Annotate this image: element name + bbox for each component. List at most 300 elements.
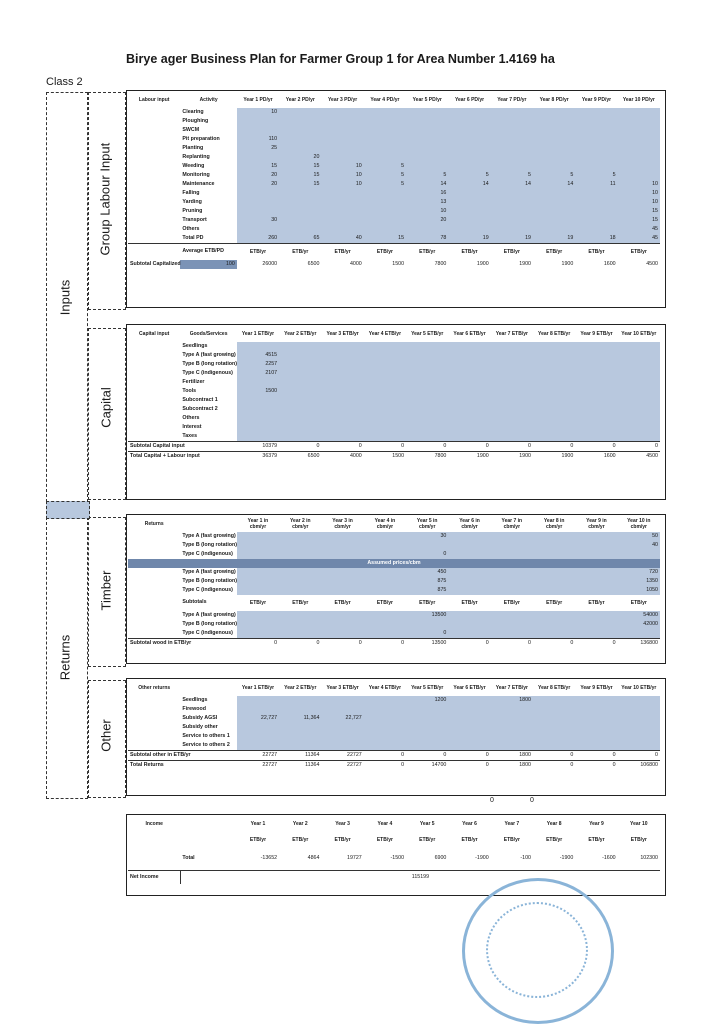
table-row [128, 732, 660, 741]
value-cell: 22,727 [237, 714, 279, 723]
value-cell [448, 135, 490, 144]
value-cell: 54000 [618, 611, 660, 620]
capital-total-row [128, 452, 660, 462]
value-cell: 0 [448, 761, 490, 771]
row-label: Type A (fast growing) [180, 532, 236, 541]
value-cell [321, 568, 363, 577]
column-header: Other returns [138, 685, 171, 691]
value-cell: 450 [406, 568, 448, 577]
value-cell: 10379 [237, 442, 279, 452]
year-header: Year 5 in cbm/yr [416, 518, 438, 530]
value-cell [491, 126, 533, 135]
value-cell [618, 550, 660, 559]
value-cell: 10 [618, 189, 660, 198]
value-cell [279, 568, 321, 577]
value-cell [448, 714, 490, 723]
value-cell [406, 360, 448, 369]
year-header: Year 7 PD/yr [497, 97, 527, 103]
value-cell [448, 216, 490, 225]
value-cell: 5 [575, 171, 617, 180]
value-cell: 1900 [491, 452, 533, 462]
value-cell: 19 [448, 234, 490, 244]
value-cell [364, 351, 406, 360]
value-cell: 0 [575, 751, 617, 761]
value-cell [533, 611, 575, 620]
unit-header: ETB/yr [503, 837, 520, 843]
value-cell [533, 405, 575, 414]
value-cell [321, 342, 363, 351]
banner-cell: Assumed prices/cbm [128, 559, 660, 568]
value-cell: 5 [533, 171, 575, 180]
row-spacer [128, 577, 180, 586]
value-cell: 10 [321, 180, 363, 189]
value-cell [618, 432, 660, 442]
unit-header: ETB/yr [503, 600, 520, 606]
row-label: Type C (indigenous) [180, 586, 236, 595]
value-cell: 875 [406, 586, 448, 595]
column-header: Returns [144, 521, 164, 527]
value-cell: 0 [575, 442, 617, 452]
value-cell: 0 [364, 751, 406, 761]
value-cell [533, 135, 575, 144]
value-cell [575, 198, 617, 207]
row-label: Type A (fast growing) [180, 568, 236, 577]
value-cell: 50 [618, 532, 660, 541]
row-spacer [128, 180, 180, 189]
row-spacer [128, 832, 180, 848]
total-label: Total Returns [128, 761, 180, 771]
value-cell [364, 135, 406, 144]
value-cell: 875 [406, 577, 448, 586]
value-cell [364, 189, 406, 198]
row-label: Total PD [180, 234, 236, 244]
other-label: Other [98, 719, 114, 752]
value-cell [533, 153, 575, 162]
value-cell [448, 198, 490, 207]
value-cell: 14 [406, 180, 448, 189]
value-cell [618, 126, 660, 135]
row-label: Type B (long rotation) [180, 620, 236, 629]
value-cell [321, 360, 363, 369]
value-cell [533, 198, 575, 207]
value-cell [618, 153, 660, 162]
unit-header: ETB/yr [334, 837, 351, 843]
value-cell [279, 577, 321, 586]
year-header: Year 10 in cbm/yr [627, 518, 651, 530]
row-spacer [128, 144, 180, 153]
value-cell [448, 153, 490, 162]
table-row [128, 723, 660, 732]
value-cell [618, 360, 660, 369]
unit-header: ETB/yr [588, 600, 605, 606]
value-cell [406, 714, 448, 723]
value-cell [279, 611, 321, 620]
row-label: Type B (long rotation) [180, 541, 236, 550]
value-cell: 0 [575, 639, 617, 649]
value-cell [575, 144, 617, 153]
value-cell: 0 [364, 639, 406, 649]
year-header: Year 2 ETB/yr [284, 331, 317, 337]
value-cell: 11364 [279, 751, 321, 761]
value-cell [364, 705, 406, 714]
table-row [128, 342, 660, 351]
value-cell [321, 586, 363, 595]
value-cell [279, 532, 321, 541]
row-spacer [128, 171, 180, 180]
row-label: Pruning [180, 207, 236, 216]
row-label: Others [180, 225, 236, 234]
value-cell: 0 [618, 442, 660, 452]
value-cell [406, 135, 448, 144]
value-cell [448, 629, 490, 639]
value-cell [575, 568, 617, 577]
year-header: Year 7 ETB/yr [495, 331, 528, 337]
value-cell [448, 126, 490, 135]
row-label: Subsidy AGSI [180, 714, 236, 723]
row-label: Fertilizer [180, 378, 236, 387]
value-cell [448, 568, 490, 577]
year-header: Year 7 ETB/yr [495, 685, 528, 691]
value-cell: 0 [575, 761, 617, 771]
row-spacer [128, 696, 180, 705]
value-cell [575, 387, 617, 396]
value-cell [491, 732, 533, 741]
value-cell [618, 629, 660, 639]
value-cell: -1900 [559, 855, 574, 862]
value-cell [533, 741, 575, 751]
value-cell [406, 378, 448, 387]
value-cell: 6500 [279, 452, 321, 462]
value-cell [533, 705, 575, 714]
value-cell [491, 369, 533, 378]
value-cell [279, 414, 321, 423]
value-cell [279, 207, 321, 216]
value-cell [364, 342, 406, 351]
value-cell [406, 723, 448, 732]
value-cell [364, 378, 406, 387]
row-spacer [180, 761, 236, 771]
year-header: Year 1 [250, 821, 266, 827]
value-cell: 1350 [618, 577, 660, 586]
value-cell: 1500 [237, 387, 279, 396]
value-cell [364, 387, 406, 396]
value-cell: 1600 [603, 260, 616, 267]
value-cell: 5 [364, 162, 406, 171]
table-row [128, 396, 660, 405]
row-label: Planting [180, 144, 236, 153]
value-cell: 1900 [533, 452, 575, 462]
value-cell [575, 396, 617, 405]
value-cell: 36379 [237, 452, 279, 462]
table-row [128, 225, 660, 234]
value-cell [364, 611, 406, 620]
value-cell [321, 189, 363, 198]
value-cell: 0 [448, 751, 490, 761]
year-header: Year 6 ETB/yr [453, 685, 486, 691]
value-cell [448, 586, 490, 595]
value-cell: 0 [491, 639, 533, 649]
unit-header: ETB/yr [237, 244, 279, 261]
value-cell [321, 611, 363, 620]
table-row [128, 414, 660, 423]
unit-header: ETB/yr [376, 600, 393, 606]
value-cell: 0 [618, 751, 660, 761]
value-cell [618, 378, 660, 387]
value-cell [575, 162, 617, 171]
value-cell [406, 342, 448, 351]
value-cell: 14 [448, 180, 490, 189]
value-cell [533, 620, 575, 629]
value-cell [321, 432, 363, 442]
value-cell [533, 577, 575, 586]
value-cell [448, 189, 490, 198]
total-label: Total [182, 855, 195, 862]
other-table [128, 680, 660, 770]
value-cell [279, 378, 321, 387]
row-spacer [128, 108, 180, 117]
value-cell: 0 [406, 550, 448, 559]
value-cell [618, 714, 660, 723]
value-cell [364, 541, 406, 550]
value-cell [321, 351, 363, 360]
value-cell: 1900 [448, 452, 490, 462]
value-cell [406, 396, 448, 405]
avg-label: Average ETB/PD [180, 244, 236, 261]
row-spacer [128, 532, 180, 541]
value-cell [448, 369, 490, 378]
value-cell [448, 108, 490, 117]
table-row [128, 586, 660, 595]
group-labour-label: Group Labour Input [97, 142, 113, 256]
value-cell [618, 414, 660, 423]
row-spacer [128, 198, 180, 207]
value-cell [533, 732, 575, 741]
value-cell [491, 577, 533, 586]
value-cell [406, 405, 448, 414]
value-cell [237, 620, 279, 629]
value-cell: 4500 [646, 260, 658, 267]
value-cell: 10 [321, 162, 363, 171]
subtotals-header-row [128, 595, 660, 611]
value-cell: 10 [618, 180, 660, 189]
value-cell [364, 568, 406, 577]
value-cell [237, 732, 279, 741]
value-cell: 15 [279, 180, 321, 189]
value-cell [618, 117, 660, 126]
row-label: Type A (fast growing) [180, 351, 236, 360]
value-cell [237, 723, 279, 732]
value-cell [406, 126, 448, 135]
value-cell [406, 117, 448, 126]
value-cell [279, 696, 321, 705]
row-spacer [128, 117, 180, 126]
value-cell [279, 541, 321, 550]
value-cell [321, 225, 363, 234]
value-cell [575, 117, 617, 126]
value-cell [575, 351, 617, 360]
unit-header: ETB/yr [406, 244, 448, 261]
value-cell [533, 696, 575, 705]
value-cell [491, 741, 533, 751]
value-cell [237, 629, 279, 639]
value-cell [575, 360, 617, 369]
value-cell [533, 714, 575, 723]
value-cell [364, 153, 406, 162]
value-cell [321, 135, 363, 144]
table-row [128, 568, 660, 577]
value-cell: 14 [533, 180, 575, 189]
value-cell: -13652 [260, 855, 278, 862]
year-header: Year 10 ETB/yr [621, 685, 657, 691]
value-cell [575, 705, 617, 714]
value-cell [575, 586, 617, 595]
below-total-value-2: 0 [530, 797, 534, 804]
net-income-row [128, 870, 660, 884]
unit-header: ETB/yr [419, 837, 436, 843]
value-cell [533, 396, 575, 405]
row-label: Interest [180, 423, 236, 432]
value-cell [575, 550, 617, 559]
row-spacer [128, 189, 180, 198]
year-header: Year 7 in cbm/yr [501, 518, 523, 530]
year-header: Year 3 in cbm/yr [332, 518, 353, 530]
value-cell [364, 207, 406, 216]
value-cell: 30 [406, 532, 448, 541]
value-cell [448, 550, 490, 559]
avg-value: 100 [180, 260, 236, 269]
column-header [180, 516, 236, 532]
value-cell [321, 423, 363, 432]
value-cell [448, 741, 490, 751]
value-cell: 22727 [321, 761, 363, 771]
value-cell [491, 586, 533, 595]
value-cell: 13 [406, 198, 448, 207]
value-cell [575, 414, 617, 423]
value-cell: 1800 [491, 696, 533, 705]
timber-table [128, 516, 660, 648]
value-cell: 0 [533, 639, 575, 649]
unit-header: ETB/yr [334, 600, 351, 606]
value-cell [321, 144, 363, 153]
table-row [128, 126, 660, 135]
value-cell [237, 611, 279, 620]
year-header: Year 9 [589, 821, 604, 827]
year-header: Year 10 ETB/yr [621, 331, 657, 337]
table-row [128, 378, 660, 387]
value-cell [448, 620, 490, 629]
table-row [128, 351, 660, 360]
value-cell [491, 117, 533, 126]
value-cell [575, 369, 617, 378]
value-cell [279, 723, 321, 732]
value-cell [491, 207, 533, 216]
value-cell: -1600 [602, 855, 616, 862]
value-cell [364, 741, 406, 751]
value-cell [321, 396, 363, 405]
value-cell [364, 117, 406, 126]
value-cell: 5 [448, 171, 490, 180]
value-cell: 4515 [237, 351, 279, 360]
value-cell: 45 [618, 225, 660, 234]
unit-header: ETB/yr [419, 600, 436, 606]
table-row [128, 369, 660, 378]
value-cell [406, 620, 448, 629]
value-cell [491, 225, 533, 234]
value-cell [575, 432, 617, 442]
table-row [128, 532, 660, 541]
value-cell: 0 [533, 442, 575, 452]
year-header: Year 8 ETB/yr [538, 331, 571, 337]
unit-header: ETB/yr [546, 837, 563, 843]
unit-header: ETB/yr [376, 837, 393, 843]
year-header: Year 5 ETB/yr [411, 331, 444, 337]
year-header: Year 1 in cbm/yr [247, 518, 269, 530]
value-cell [406, 108, 448, 117]
row-spacer [128, 568, 180, 577]
value-cell [448, 532, 490, 541]
value-cell [364, 369, 406, 378]
value-cell: 10 [406, 207, 448, 216]
value-cell [364, 586, 406, 595]
value-cell: 20 [406, 216, 448, 225]
value-cell: 25 [237, 144, 279, 153]
unit-header: ETB/yr [491, 244, 533, 261]
year-header: Year 2 [292, 821, 308, 827]
value-cell [575, 189, 617, 198]
value-cell: 18 [575, 234, 617, 244]
total-label: Total Capital + Labour input [128, 452, 180, 462]
value-cell [575, 405, 617, 414]
capital-label: Capital [98, 387, 114, 428]
column-header: Activity [199, 97, 218, 103]
value-cell: 1800 [491, 751, 533, 761]
table-row [128, 387, 660, 396]
value-cell [533, 189, 575, 198]
table-row [128, 611, 660, 620]
table-row [128, 705, 660, 714]
value-cell [618, 723, 660, 732]
value-cell [575, 135, 617, 144]
value-cell [237, 396, 279, 405]
year-header: Year 7 [504, 821, 520, 827]
value-cell: 1500 [364, 452, 406, 462]
value-cell: 720 [618, 568, 660, 577]
row-spacer [128, 705, 180, 714]
value-cell [533, 207, 575, 216]
value-cell: 1050 [618, 586, 660, 595]
value-cell [279, 351, 321, 360]
net-income-label: Net Income [128, 870, 180, 884]
value-cell [448, 541, 490, 550]
value-cell: 22,727 [321, 714, 363, 723]
row-label: Yarding [180, 198, 236, 207]
value-cell: 15 [618, 216, 660, 225]
value-cell: 1900 [476, 260, 489, 267]
value-cell [533, 629, 575, 639]
value-cell [364, 432, 406, 442]
value-cell [279, 198, 321, 207]
value-cell [237, 532, 279, 541]
value-cell [321, 550, 363, 559]
capital-subtotal-row [128, 442, 660, 452]
value-cell: 40 [618, 541, 660, 550]
value-cell: 260 [237, 234, 279, 244]
value-cell: 15 [364, 234, 406, 244]
unit-header: ETB/yr [364, 244, 406, 261]
unit-header: ETB/yr [533, 244, 575, 261]
value-cell [575, 611, 617, 620]
value-cell [279, 144, 321, 153]
